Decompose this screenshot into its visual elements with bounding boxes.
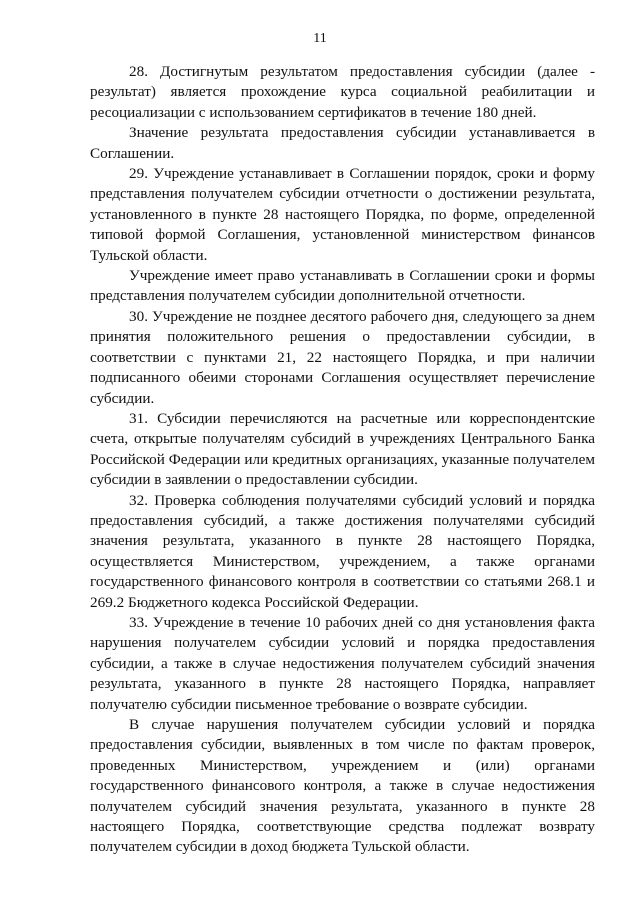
paragraph-30: 30. Учреждение не позднее десятого рабочего дня, следующего за днем принятия положительного решения о предоставлении субсидии, в соответствии с пунктами 21, 22 настоящего Порядка, и при наличии подписанного обеими сторонами Соглашения осуществляет перечисление субсидии. <box>90 307 595 407</box>
paragraph-31: 31. Субсидии перечисляются на расчетные или корреспондентские счета, открытые получателям субсидий в учреждениях Центрального Банка Российской Федерации или кредитных организациях, указанные получателем субсидии в заявлении о предоставлении субсидии. <box>90 409 595 489</box>
page-number: 11 <box>313 31 327 46</box>
paragraph-33: 33. Учреждение в течение 10 рабочих дней со дня установления факта нарушения получателем субсидии условий и порядка предоставления субсидии, а также в случае недостижения получателем субсидий значения результата, указанного в пункте 28 настоящего Порядка, направляет получателю субсидии письменное требование о возврате субсидии. <box>90 613 595 713</box>
paragraph-29-additional-reporting: Учреждение имеет право устанавливать в Соглашении сроки и формы представления получателем субсидии дополнительной отчетности. <box>90 267 595 305</box>
paragraph-32: 32. Проверка соблюдения получателями субсидий условий и порядка предоставления субсидий, а также достижения получателями субсидий значения результата, указанного в пункте 28 настоящего Порядка, осуществляется Министерством, учреждением, а также органами государственного финансового контроля в соответствии со статьями 268.1 и 269.2 Бюджетного кодекса Российской Федерации. <box>90 491 595 611</box>
paragraph-28: 28. Достигнутым результатом предоставления субсидии (далее - результат) является прохождение курса социальной реабилитации и ресоциализации с использованием сертификатов в течение 180 дней. <box>90 63 595 121</box>
paragraph-29: 29. Учреждение устанавливает в Соглашении порядок, сроки и форму представления получателем субсидии отчетности о достижении результата, установленного в пункте 28 настоящего Порядка, по форме, определенной типовой формой Соглашения, установленной министерством финансов Тульской области. <box>90 165 595 264</box>
paragraph-33-refund: В случае нарушения получателем субсидии условий и порядка предоставления субсидии, выявленных в том числе по фактам проверок, проведенных Министерством, учреждением и (или) органами государственного финансового контроля, а также в случае недостижения получателем субсидий значения результата, указанного в пункте 28 настоящего Порядка, соответствующие средства подлежат возврату получателем субсидии в доход бюджета Тульской области. <box>90 716 595 856</box>
page-body <box>90 62 595 858</box>
paragraph-28-result-value: Значение результата предоставления субсидии устанавливается в Соглашении. <box>90 124 595 162</box>
